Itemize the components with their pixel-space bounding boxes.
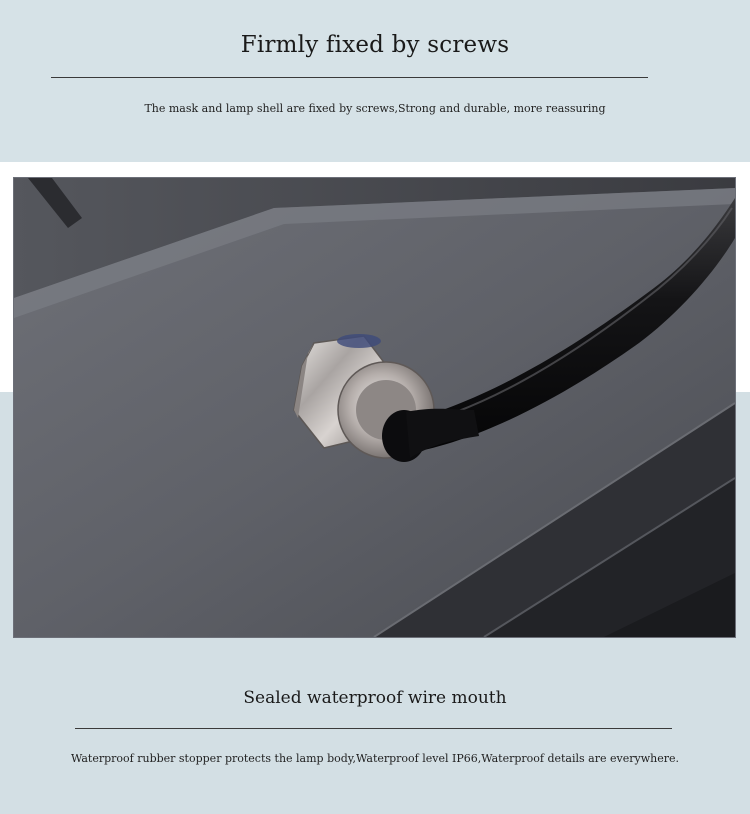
section2-title: Sealed waterproof wire mouth [243, 688, 507, 708]
section2-divider [75, 728, 672, 729]
product-photo [13, 177, 736, 638]
cable-gland-illustration [14, 178, 735, 637]
section2-subtitle: Waterproof rubber stopper protects the lamp body,Waterproof level IP66,Waterproof details are everywhere. [71, 752, 679, 765]
section1-divider [51, 77, 648, 78]
section1-subtitle: The mask and lamp shell are fixed by screws,Strong and durable, more reassuring [144, 102, 606, 115]
section1-title: Firmly fixed by screws [240, 32, 510, 58]
header-panel [0, 0, 750, 162]
